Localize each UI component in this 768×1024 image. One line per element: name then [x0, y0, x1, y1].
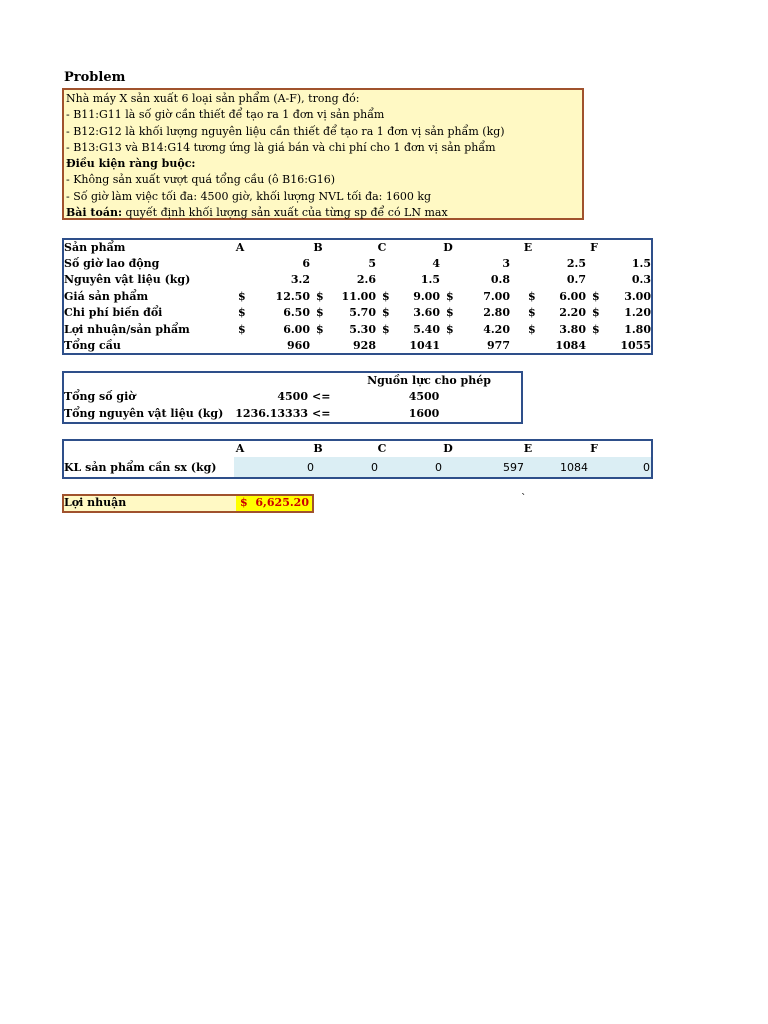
- profit-value-cell[interactable]: [236, 496, 312, 511]
- table-cell: 4: [432, 257, 440, 270]
- table-cell: 1.5: [420, 273, 440, 287]
- table-cell: 0.8: [490, 273, 510, 287]
- table-cell: 1.5: [631, 257, 651, 270]
- column-header-f: F: [590, 241, 598, 254]
- table-cell: 1.80: [624, 322, 651, 336]
- table-cell: 6.50: [283, 306, 310, 320]
- problem-line: - Số giờ làm việc tối đa: 4500 giờ, khối lượng NVL tối đa: 1600 kg: [66, 189, 432, 203]
- table-cell: 6.00: [283, 322, 310, 336]
- table-cell: 2.6: [356, 273, 376, 287]
- row-label: Lợi nhuận/sản phẩm: [64, 322, 190, 336]
- production-cell-b[interactable]: 0: [371, 461, 378, 474]
- stray-mark: `: [521, 492, 527, 505]
- currency-symbol: $: [316, 289, 324, 303]
- problem-description-box: [62, 88, 584, 220]
- table-cell: 12.50: [275, 289, 310, 303]
- table-cell: 3.2: [290, 273, 310, 287]
- problem-line: - B13:G13 và B14:G14 tương ứng là giá bán và chi phí cho 1 đơn vị sản phẩm: [66, 140, 496, 154]
- resource-used-material: 1236.13333: [235, 407, 308, 420]
- prod-header-e: E: [523, 442, 533, 455]
- prod-header-b: B: [313, 442, 323, 455]
- currency-symbol: $: [316, 322, 324, 336]
- table-cell: 928: [353, 339, 376, 352]
- resource-used-hours: 4500: [277, 390, 308, 403]
- prod-header-a: A: [235, 442, 245, 455]
- table-cell: 6.00: [559, 289, 586, 303]
- resource-op-material: <=: [312, 407, 331, 420]
- objective-line: [66, 205, 580, 221]
- table-cell: 1.20: [624, 306, 651, 320]
- problem-line: Nhà máy X sản xuất 6 loại sản phẩm (A-F), trong đó:: [66, 92, 360, 105]
- table-cell: 3.60: [413, 306, 440, 320]
- resource-label-material: Tổng nguyên vật liệu (kg): [64, 407, 224, 420]
- table-cell: 7.00: [483, 289, 510, 303]
- resources-header: Nguồn lực cho phép: [367, 374, 491, 387]
- table-cell: 0.7: [566, 273, 586, 287]
- profit-box: [62, 494, 314, 513]
- table-cell: 977: [487, 339, 510, 352]
- column-header-c: C: [377, 241, 387, 254]
- profit-label: Lợi nhuận: [64, 496, 127, 509]
- production-cell-f[interactable]: 0: [643, 461, 650, 474]
- prod-header-d: D: [443, 442, 453, 455]
- table-cell: 2.20: [559, 306, 586, 320]
- currency-symbol: $: [592, 306, 600, 320]
- currency-symbol: $: [238, 306, 246, 320]
- currency-symbol: $: [446, 289, 454, 303]
- table-cell: 5.40: [413, 322, 440, 336]
- profit-currency: $: [240, 496, 248, 509]
- currency-symbol: $: [382, 322, 390, 336]
- problem-line: - B12:G12 là khối lượng nguyên liệu cần thiết để tạo ra 1 đơn vị sản phẩm (kg): [66, 124, 505, 138]
- prod-header-f: F: [590, 442, 598, 455]
- currency-symbol: $: [592, 289, 600, 303]
- table-cell: 2.80: [483, 306, 510, 320]
- production-cell-a[interactable]: 0: [307, 461, 314, 474]
- table-cell: 3.00: [624, 289, 651, 303]
- column-header-b: B: [313, 241, 323, 254]
- constraints-heading: Điều kiện ràng buộc:: [66, 157, 196, 171]
- table-cell: 5.30: [349, 322, 376, 336]
- production-cell-d[interactable]: 597: [503, 461, 524, 474]
- currency-symbol: $: [528, 322, 536, 336]
- table-cell: 9.00: [413, 289, 440, 303]
- row-label: Số giờ lao động: [64, 257, 160, 270]
- production-table: [62, 439, 653, 479]
- table-cell: 3: [502, 257, 510, 270]
- table-cell: 1055: [620, 339, 651, 352]
- row-label: Chi phí biến đổi: [64, 306, 163, 320]
- objective-label: Bài toán:: [66, 206, 123, 220]
- column-header-a: A: [235, 241, 245, 254]
- table-cell: 11.00: [341, 289, 376, 303]
- currency-symbol: $: [592, 322, 600, 336]
- table-cell: 5: [368, 257, 376, 270]
- resource-limit-material: 1600: [408, 407, 440, 420]
- profit-value: 6,625.20: [255, 496, 309, 509]
- currency-symbol: $: [238, 289, 246, 303]
- table-cell: 1084: [555, 339, 586, 352]
- products-table: [62, 238, 653, 355]
- currency-symbol: $: [528, 306, 536, 320]
- resources-table: [62, 371, 523, 424]
- table-cell: 1041: [409, 339, 440, 352]
- table-cell: 2.5: [566, 257, 586, 270]
- table-cell: 4.20: [483, 322, 510, 336]
- production-label: KL sản phẩm cần sx (kg): [64, 461, 217, 474]
- currency-symbol: $: [446, 322, 454, 336]
- production-cell-e[interactable]: 1084: [560, 461, 588, 474]
- column-header-e: E: [523, 241, 533, 254]
- currency-symbol: $: [382, 306, 390, 320]
- production-cell-c[interactable]: 0: [435, 461, 442, 474]
- prod-header-c: C: [377, 442, 387, 455]
- resource-op-hours: <=: [312, 390, 331, 403]
- resource-label-hours: Tổng số giờ: [64, 390, 136, 403]
- currency-symbol: $: [316, 306, 324, 320]
- row-label: Nguyên vật liệu (kg): [64, 273, 191, 287]
- table-cell: 3.80: [559, 322, 586, 336]
- products-header-label: Sản phẩm: [64, 241, 126, 254]
- page-title: Problem: [64, 70, 126, 85]
- table-cell: 5.70: [349, 306, 376, 320]
- currency-symbol: $: [238, 322, 246, 336]
- currency-symbol: $: [446, 306, 454, 320]
- row-label: Giá sản phẩm: [64, 289, 149, 303]
- column-header-d: D: [443, 241, 453, 254]
- resource-limit-hours: 4500: [408, 390, 440, 403]
- row-label: Tổng cầu: [64, 339, 121, 352]
- table-cell: 0.3: [631, 273, 651, 287]
- currency-symbol: $: [382, 289, 390, 303]
- table-cell: 960: [287, 339, 310, 352]
- table-cell: 6: [302, 257, 310, 270]
- problem-line: - B11:G11 là số giờ cần thiết để tạo ra 1 đơn vị sản phẩm: [66, 108, 385, 122]
- problem-line: - Không sản xuất vượt quá tổng cầu (ô B16:G16): [66, 173, 336, 187]
- objective-text: quyết định khối lượng sản xuất của từng sp để có LN max: [122, 206, 448, 220]
- currency-symbol: $: [528, 289, 536, 303]
